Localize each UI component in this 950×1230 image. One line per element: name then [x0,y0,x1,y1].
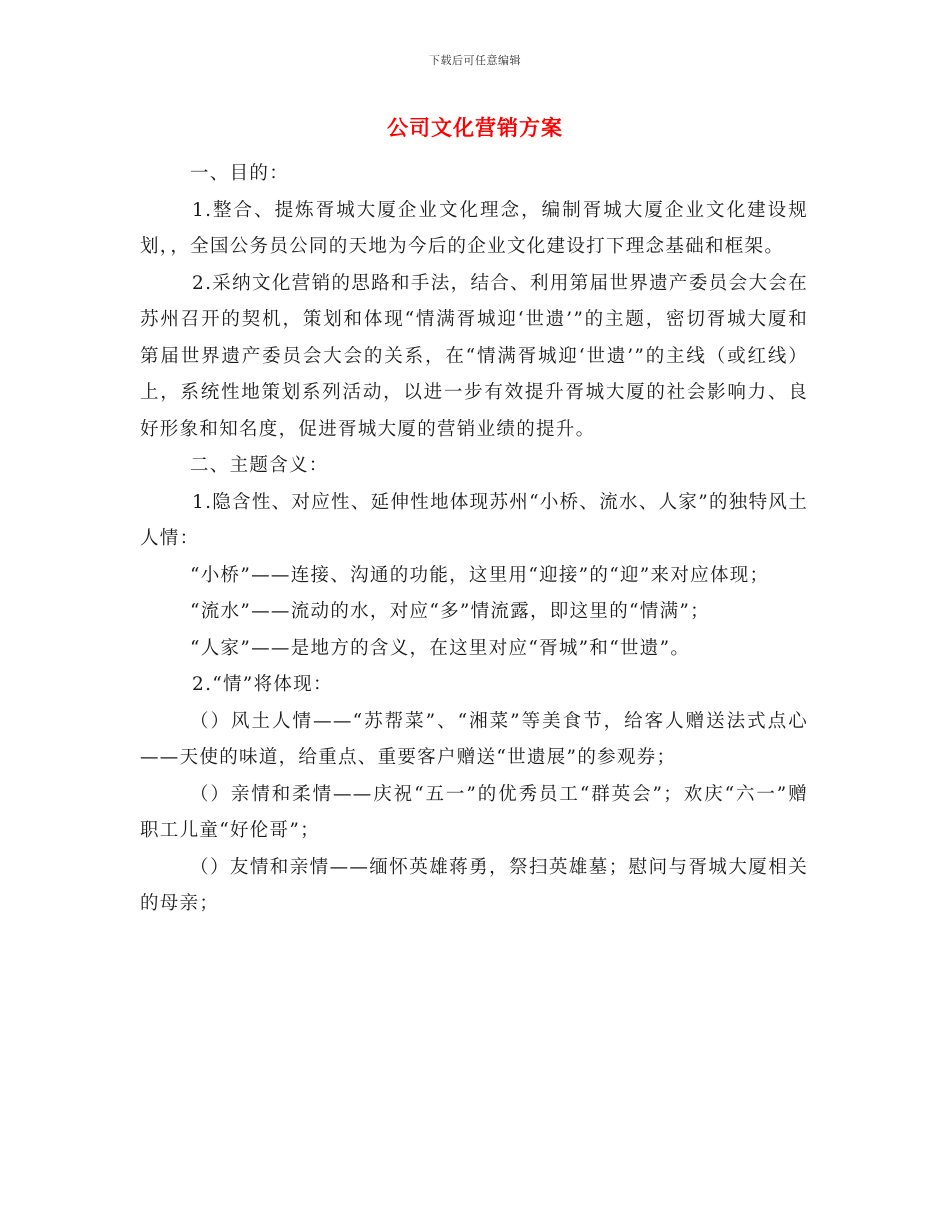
list-item-friendship: （）友情和亲情——缅怀英雄蒋勇，祭扫英雄墓；慰问与胥城大厦相关的母亲； [140,856,808,914]
paragraph-bridge: “小桥”——连接、沟通的功能，这里用“迎接”的“迎”来对应体现； [190,564,770,586]
section-heading-purpose: 一、目的： [190,163,290,184]
list-item-customs: （）风土人情——“苏帮菜”、“湘菜”等美食节，给客人赠送法式点心——天使的味道，给重点、重要客户赠送“世遗展”的参观券； [140,710,808,768]
document-body [140,156,808,923]
paragraph-purpose-2: 2.采纳文化营销的思路和手法，结合、利用第届世界遗产委员会大会在苏州召开的契机，策划和体现“情满胥城迎‘世遗’”的主题，密切胥城大厦和第届世界遗产委员会大会的关系，在“情满胥城迎‘世遗’”的主线（或红线）上，系统性地策划系列活动，以进一步有效提升胥城大厦的社会影响力、良好形象和知名度，促进胥城大厦的营销业绩的提升。 [140,272,808,440]
paragraph-water: “流水”——流动的水，对应“多”情流露，即这里的“情满”； [190,601,710,622]
paragraph-theme-1: 1.隐含性、对应性、延伸性地体现苏州“小桥、流水、人家”的独特风土人情： [140,491,808,549]
list-item-family: （）亲情和柔情——庆祝“五一”的优秀员工“群英会”；欢庆“六一”赠职工儿童“好伦哥”； [140,783,808,841]
paragraph-home: “人家”——是地方的含义，在这里对应“胥城”和“世遗”。 [190,637,691,659]
document-title: 公司文化营销方案 [387,115,563,140]
header-note: 下载后可任意编辑 [429,54,521,67]
paragraph-purpose-1: 1.整合、提炼胥城大厦企业文化理念，编制胥城大厦企业文化建设规划，，全国公务员公同的天地为今后的企业文化建设打下理念基础和框架。 [140,199,808,257]
section-heading-theme: 二、主题含义： [190,455,329,476]
paragraph-theme-2: 2.“情”将体现： [192,674,333,695]
